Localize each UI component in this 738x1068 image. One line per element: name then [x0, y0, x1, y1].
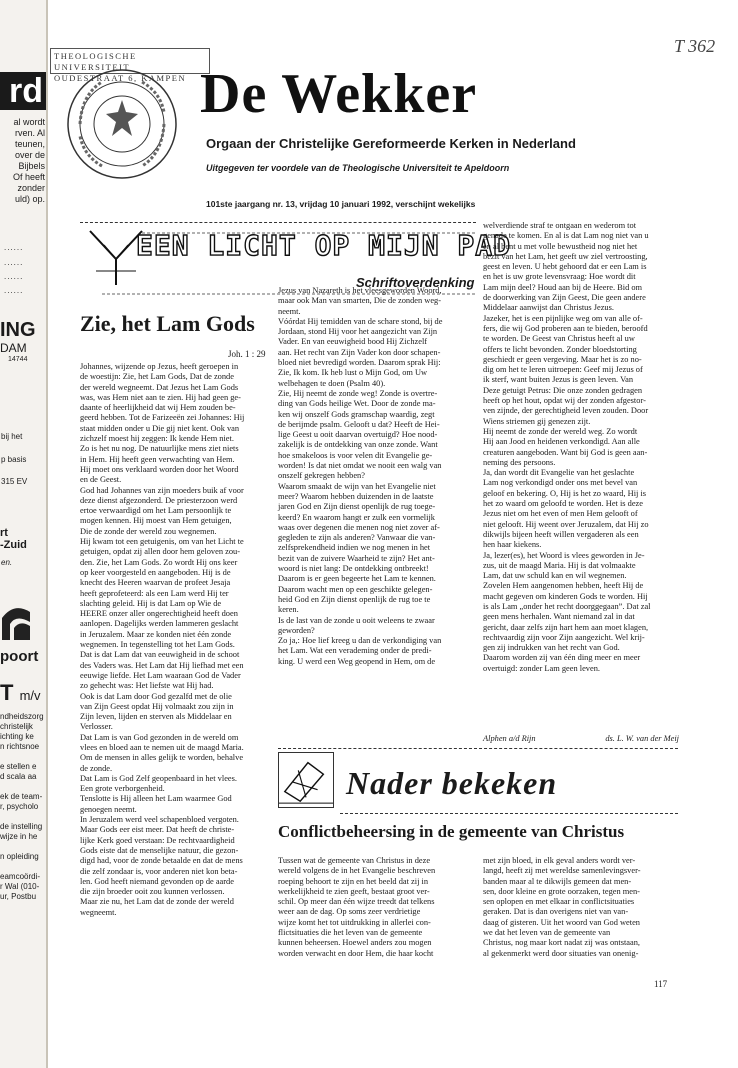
text-line: Johannes, wijzende op Jezus, heeft geroepen in	[80, 362, 239, 371]
text-line: sen, door kleine en grote oorzaken, tegen men-	[483, 886, 640, 896]
text-line: heeft op het hout, opdat wij der zonden afgestor-	[483, 396, 646, 406]
text-line: was, was Hem niet aan te zien. Hij had geen ge-	[80, 392, 241, 402]
adjacent-page-line: de instelling	[0, 822, 43, 831]
text-line: ik sterf, want buiten Jezus is geen leven. Van	[483, 375, 634, 385]
masthead-subtitle: Orgaan der Christelijke Gereformeerde Kerken in Nederland	[206, 136, 576, 151]
text-line: woord is niet lang: De ontdekking ontbreekt!	[278, 564, 429, 574]
text-line: daante of heerlijkheid dat wij Hem zouden be-	[80, 403, 236, 413]
text-line: God had Johannes van zijn moeders buik af voor	[80, 485, 244, 495]
text-line: Deze getuigt Petrus: Die onze zonden gedragen	[483, 385, 643, 395]
adjacent-page-line: uld) op.	[14, 194, 45, 204]
text-line: Dat Lam is God Zelf geopenbaard in het vlees.	[80, 773, 237, 783]
adjacent-page-line	[0, 782, 46, 792]
text-line: Zijn leven, lijden en sterven als Middelaar en	[80, 712, 232, 722]
adjacent-page-subheading: DAM	[0, 341, 27, 355]
adjacent-page-line: Of heeft	[12, 172, 45, 182]
text-line: hen haar kiekens.	[483, 540, 542, 550]
text-line: het zo waard om geloofd te worden. Het is deze	[483, 499, 643, 509]
adjacent-page-tab: rd	[0, 72, 46, 110]
text-line: en het is uw grote levensvraag: Hoe wordt dit	[483, 272, 636, 282]
text-line: slachting geleid. Hij is dat Lam op Wie de	[80, 598, 222, 608]
text-line: werkelijkheid te zien geeft, bestaat groot ver-	[278, 886, 430, 896]
text-line: de doorwerking van Zijn Geest, Die geen andere	[483, 293, 646, 303]
adjacent-page-heading: ING	[0, 319, 36, 341]
text-line: Christus, nog maar kort nadat zij was ontstaan,	[483, 938, 640, 948]
text-line: worden verwacht en door Hem, die haar kocht	[278, 948, 434, 958]
text-line: dig om het te leren uitroepen: Geef mij Jezus of	[483, 365, 643, 375]
adjacent-page-dots: ......	[4, 286, 24, 295]
page-number: 117	[654, 979, 668, 989]
text-line: flictsituaties die het leven van de gemeente	[278, 928, 423, 938]
text-line: geest en leven. U hebt gehoord dat er een Lam is	[483, 262, 647, 272]
adjacent-page-line: n opleiding	[0, 852, 39, 861]
text-line: getuigen, opdat zij allen door hem geloven zou-	[80, 547, 241, 557]
adjacent-page-rt	[0, 527, 27, 551]
text-line: ven zijnde, der gerechtigheid leven zouden. Door	[483, 406, 649, 416]
text-line: sen oplopen en met elkaar in conflictsituaties	[483, 897, 635, 907]
section-rule	[278, 748, 678, 749]
text-line: maar ook Man van smarten, Die de zonden weg-	[278, 296, 442, 306]
section-heading: Nader bekeken	[346, 765, 558, 801]
text-line: zichzelf moest hij zeggen: Ik kende Hem niet.	[80, 434, 234, 444]
adjacent-page-tmv-big: T	[0, 680, 14, 705]
text-line: we dat het leven van de gemeente van	[483, 928, 611, 938]
text-line: meer? Waarom hebben duizenden in de laatste	[278, 491, 434, 501]
text-line: Wiens striemen gij genezen zijt.	[483, 416, 591, 426]
adjacent-page-tmv	[0, 680, 41, 706]
text-line: en de Geest.	[80, 475, 122, 485]
text-line: welbehagen te doen (Psalm 40).	[278, 378, 386, 388]
adjacent-page-line: christelijk	[0, 722, 33, 731]
text-line: Een grote verborgenheid.	[80, 784, 165, 794]
text-line: Om de mensen in alles gelijk te worden, behalve	[80, 753, 244, 763]
text-line: offers te licht bevonden. Zonder bloedstorting	[483, 344, 637, 354]
text-line: keren.	[278, 605, 299, 615]
article-column	[278, 286, 474, 667]
section-rule	[340, 813, 678, 814]
text-line: zo gehecht was: Het liefste wat Hij had.	[80, 681, 214, 691]
section-heading: EEN LICHT OP MIJN PAD	[136, 229, 512, 262]
adjacent-page-rt-line: rt	[0, 527, 8, 539]
adjacent-page-snippet: p basis	[1, 455, 27, 464]
adjacent-page-snippet: en.	[1, 558, 13, 567]
adjacent-page-line: ndheidszorg	[0, 712, 44, 721]
adjacent-page-strip	[0, 0, 46, 1068]
section-subheading: Schriftoverdenking	[356, 275, 475, 290]
text-line: Lam, dat uw schuld kan en wil wegnemen.	[483, 571, 627, 581]
adjacent-page-line: rven. Al	[14, 128, 45, 138]
text-line: Verlosser.	[80, 722, 113, 732]
text-line: lijke Kerk goed verstaan: De rechtvaardigheid	[80, 835, 235, 845]
text-line: lige Geest u ooit daarvan overtuigd? Hoe nood-	[278, 430, 438, 440]
university-seal-icon	[62, 64, 182, 184]
adjacent-page-rt-line: -Zuid	[0, 539, 27, 551]
text-line: Ja, dan wordt dit Evangelie van het geslachte	[483, 468, 635, 478]
text-line: Is de last van de zonde u ooit weleens te zwaar	[278, 615, 435, 625]
text-line: keerd? En waarom hangt er zulk een vormelijk	[278, 512, 435, 522]
adjacent-page-line: zonder	[17, 183, 45, 193]
text-line: niet gelooft. Hij weent over Jeruzalem, dat Hij zo	[483, 519, 649, 529]
text-line: jaren God en Zijn dienst openlijk de rug toege-	[278, 502, 436, 512]
stamp-line: OUDESTRAAT 6, KAMPEN	[54, 73, 187, 83]
text-line: worden! Is dat niet omdat we nooit een walg van	[278, 461, 442, 471]
adjacent-page-line: over de	[14, 150, 45, 160]
text-line: mogen kennen. Hij moest van Hem getuigen,	[80, 516, 232, 526]
adjacent-page-line	[0, 862, 46, 872]
text-line: Hij kwam tot een getuigenis, om van het Licht te	[80, 537, 244, 547]
text-line: zelfsprekendheid indien we nog menen in het	[278, 543, 431, 553]
text-line: in Jeruzalem. Maar ze konden niet één zonde	[80, 629, 232, 639]
adjacent-page-line: wijze in he	[0, 832, 38, 841]
text-line: len. God heeft niemand gevonden op de aarde	[80, 876, 234, 886]
article-signature	[483, 734, 679, 743]
text-line: in Hem. Hij heeft geen verwachting van Hem.	[80, 454, 235, 464]
text-line: aanlopen. Dagelijks werden lammeren geslacht	[80, 619, 239, 629]
text-line: wereld volgens de in het Evangelie beschreven	[278, 866, 436, 876]
magnifier-illustration-icon	[278, 752, 334, 808]
text-line: aan. Het recht van Zijn Vader kon door schapen-	[278, 347, 441, 357]
text-line: ertoe verwaardigd om het Lam persoonlijk te	[80, 506, 232, 516]
adjacent-page-line: al wordt	[13, 117, 45, 127]
text-line: Middelaar aanwijst dan Christus Jezus.	[483, 303, 614, 313]
text-line: heeft geprofeteerd: als een Lam werd Hij ter	[80, 588, 229, 598]
text-line: overtuigd: zonder Lam geen leven.	[483, 663, 600, 673]
text-line: Lam nog verkondigd onder ons met bevel van	[483, 478, 638, 488]
text-line: Jezus niet om het even of men Hem gelooft of	[483, 509, 638, 519]
article-title: Zie, het Lam Gods	[80, 311, 255, 336]
adjacent-page-dots: ......	[4, 258, 24, 267]
article-title: Conflictbeheersing in de gemeente van Christus	[278, 822, 625, 841]
text-line: banden maar al te dikwijls gemeen dat men-	[483, 876, 632, 886]
signature-place: Alphen a/d Rijn	[483, 734, 536, 743]
text-line: Gods eiste dat de menselijke natuur, die gezon-	[80, 845, 239, 855]
text-line: macht gegeven om kinderen Gods te worden. Hij	[483, 591, 648, 601]
text-line: geloof en bekering. O, Hij is het zo waard, Hij is	[483, 488, 647, 498]
adjacent-page-text	[1, 117, 45, 205]
adjacent-page-line: e stellen e	[0, 762, 37, 771]
adjacent-page-line	[0, 752, 46, 762]
text-line: Lam mijn deel? Houd aan bij de Heere. Bid om	[483, 282, 643, 292]
text-line: en al bent u met volle bewustheid nog niet het	[483, 241, 638, 251]
text-line: roeping behoort te zijn en het beeld dat zij in	[278, 876, 429, 886]
text-line: kunnen beheersen. Hoewel anders zou mogen	[278, 938, 432, 948]
text-line: Hij moet ons verklaard worden door het Woord	[80, 464, 239, 474]
text-line: wegneemt.	[80, 907, 117, 917]
text-line: weer aan de dag. Op soms zeer verdrietige	[278, 907, 421, 917]
adjacent-page-line: teunen,	[14, 139, 45, 149]
text-line: de berijmde psalm. Gelooft u dat? Heeft de Hei-	[278, 419, 440, 429]
text-line: Vader. En van eeuwigheid bood Hij Zichzelf	[278, 337, 428, 347]
masthead-title: De Wekker	[200, 63, 478, 125]
adjacent-page-line: ur, Postbu	[0, 892, 37, 901]
text-line: die zijn broeder ooit zou kunnen verlossen.	[80, 887, 225, 897]
text-line: waas over degenen die menen nog niet zover af-	[278, 522, 440, 532]
text-line: Daarom is er geen begeerte het Lam te kennen.	[278, 574, 436, 584]
text-line: Daarom wacht men op een geschikte gelegen-	[278, 584, 433, 594]
stamp-line: THEOLOGISCHE UNIVERSITEIT	[54, 51, 137, 72]
adjacent-page-line: r Wal (010-	[0, 882, 40, 891]
text-line: Ja, lezer(es), het Woord is vlees geworden in Je-	[483, 550, 645, 560]
text-line: creaturen aangeboden. Want bij God is geen aan-	[483, 447, 648, 457]
text-line: In Jeruzalem werd veel schapenbloed vergoten.	[80, 815, 239, 825]
text-line: Jezus van Nazareth is het vleesgeworden Woord,	[278, 286, 442, 295]
text-line: al gekenmerkt werd door situaties van onenig-	[483, 948, 639, 958]
text-line: Vóórdat Hij temidden van de schare stond, bij de	[278, 316, 443, 326]
text-line: Zo ja,: Hoe lief kreeg u dan de verkondiging van	[278, 636, 442, 646]
text-line: knecht des Heeren waarvan de profeet Jesaja	[80, 578, 231, 588]
text-line: met zijn bloed, in elk geval anders wordt ver-	[483, 856, 636, 865]
text-line: gegleden te zijn als anderen? Vanwaar die van-	[278, 533, 436, 543]
text-line: Zie, Hij neemt de zonde weg! Zonde is overtre-	[278, 388, 438, 398]
text-line: welverdiende straf te ontgaan en wederom tot	[483, 221, 637, 230]
text-line: heid God en Zijn dienst openlijk de rug toe te	[278, 594, 431, 604]
text-line: Zie, Ik kom. Ik heb lust o Mijn God, om Uw	[278, 368, 428, 378]
section-rule	[80, 222, 476, 223]
text-line: Tenslotte is Hij alleen het Lam waarmee God	[80, 794, 232, 804]
text-line: Zo is het nu nog. De natuurlijke mens ziet niets	[80, 444, 239, 454]
article-column	[483, 221, 679, 674]
text-line: daag of gisteren. Uit het woord van God weten	[483, 917, 640, 927]
text-line: gericht, daar zelfs zijn hart hem aan moet klagen,	[483, 622, 649, 632]
text-line: neemt.	[278, 306, 301, 316]
text-line: is als Lam „onder het recht doorggegaan”. Dat zal	[483, 601, 651, 611]
adjacent-page-poort: poort	[0, 648, 39, 665]
text-line: Hij aan Jood en heidenen verkondigd. Aan alle	[483, 437, 640, 447]
text-line: geerd hebben. Tot de Farizeeën zei Johannes: Hij	[80, 413, 245, 423]
text-line: van Zijn Geest opdat Hij volmaakt zou zijn in	[80, 701, 234, 711]
text-line: Jordaan, stond Hij voor het aangezicht van Zijn	[278, 327, 438, 337]
text-line: langd, heeft zij met wereldse samenlevingsver-	[483, 866, 641, 876]
article-column	[278, 856, 474, 959]
text-line: Jazeker, het is een pijnlijke weg om van alle of-	[483, 313, 643, 323]
handwritten-note: T 362	[674, 36, 716, 56]
text-line: Dat Lam is van God gezonden in de wereld om	[80, 732, 239, 742]
adjacent-page-line	[0, 812, 46, 822]
text-line: ding van Gods heilige Wet. Door de zonde ma-	[278, 399, 436, 409]
adjacent-page-list	[0, 712, 46, 902]
text-line: Ook is dat Lam door God gezalfd met de olie	[80, 691, 232, 701]
text-line: Tussen wat de gemeente van Christus in deze	[278, 856, 431, 865]
text-line: wijze komt het tot uitdrukking in allerlei con-	[278, 917, 431, 927]
text-line: geworden?	[278, 625, 315, 635]
adjacent-page-line: Bijbels	[18, 161, 45, 171]
adjacent-page-line: ek de team-	[0, 792, 43, 801]
article-column	[483, 856, 679, 959]
text-line: rechtvaardig zijn voor Zijn aangezicht. Wel krij-	[483, 632, 645, 642]
adjacent-page-line	[0, 842, 46, 852]
text-line: zus, uit de maagd Maria. Hij is dat volmaakte	[483, 560, 636, 570]
text-line: wegnemen. In tegenstelling tot het Lam Gods.	[80, 640, 235, 650]
bible-reference: Joh. 1 : 29	[228, 349, 266, 359]
text-line: deze dienst afgezonderd. De priesterzoon werd	[80, 495, 238, 505]
text-line: bezit van het Lam, het geeft uw ziel vertroosting,	[483, 251, 648, 261]
signature-name: ds. L. W. van der Meij	[605, 734, 679, 743]
text-line: dikwijls bijeen heeft willen vergaderen als een	[483, 529, 639, 539]
text-line: het Lam. Wat een verademing onder de predi-	[278, 646, 432, 656]
text-line: bloed niet bevredigd worden. Daarom sprak Hij:	[278, 358, 441, 368]
masthead-tagline: Uitgegeven ter voordele van de Theologische Universiteit te Apeldoorn	[206, 163, 510, 173]
adjacent-page-line: n richtsnoe	[0, 742, 40, 751]
text-line: geschiedt er geen vergeving. Maar het is zo no-	[483, 354, 642, 364]
text-line: fers, die wij God proberen aan te bieden, beroofd	[483, 323, 648, 333]
text-line: de zonde.	[80, 763, 113, 773]
text-line: gen zij indrukken van het recht van God.	[483, 643, 620, 653]
text-line: vlees en bloed aan te nemen uit de maagd Maria.	[80, 742, 244, 752]
text-line: genoegen neemt.	[80, 804, 137, 814]
adjacent-page-snippet: 315 EV	[1, 477, 28, 486]
text-line: neming des persoons.	[483, 457, 556, 467]
adjacent-page-line: ichting ke	[0, 732, 34, 741]
adjacent-page-tmv-small: m/v	[19, 688, 41, 703]
text-line: Maar zie nu, het Lam dat de zonde der wereld	[80, 897, 234, 907]
text-line: ken wij onszelf Gods gramschap waardig, zegt	[278, 409, 435, 419]
text-line: de woestijn: Zie, het Lam Gods, Dat de zonde	[80, 372, 234, 382]
adjacent-page-code: 14744	[8, 356, 28, 363]
text-line: Maar Gods eer eist meer. Dat heeft de christe-	[80, 825, 235, 835]
text-line: staat midden onder u Die gij niet kent. Ook van	[80, 423, 240, 433]
text-line: te worden. De Geest van Christus heeft al uw	[483, 334, 635, 344]
issue-line: 101ste jaargang nr. 13, vrijdag 10 januari 1992, verschijnt wekelijks	[206, 199, 476, 209]
text-line: zakelijk is de ontdekking van onze zonde. Want	[278, 440, 438, 450]
text-line: schil. Op meer dan één wijze treedt dat telkens	[278, 897, 435, 907]
text-line: hoe smakeloos is voor velen dit Evangelie ge-	[278, 450, 433, 460]
text-line: Daarom worden zij van één ding meer en meer	[483, 653, 641, 663]
text-line: Dat is dat Lam dat van eeuwigheid in de schoot	[80, 650, 240, 660]
text-line: digd had, voor de zonde betaalde en dat de mens	[80, 856, 243, 866]
text-line: eeuwige liefde. Het Lam waaraan God de Vader	[80, 670, 241, 680]
page-edge	[46, 0, 48, 1068]
adjacent-page-snippet: bij het	[1, 432, 23, 441]
adjacent-page-dots: ......	[4, 243, 24, 252]
adjacent-page-line: d scala aa	[0, 772, 37, 781]
text-line: bezit van de zuivere Waarheid te zijn? Het ant-	[278, 553, 435, 563]
text-line: geen mens herhalen. Want niemand zal in dat	[483, 612, 635, 622]
text-line: Die de zonde der wereld zou wegnemen.	[80, 526, 217, 536]
text-line: die zelf zondaar is, voor anderen niet kon beta-	[80, 866, 238, 876]
adjacent-page-line: eamcoördi-	[0, 872, 41, 881]
text-line: den. Zie, het Lam Gods. Zo wordt Hij ons keer	[80, 557, 238, 567]
text-line: Waarom smaakt de wijn van het Evangelie niet	[278, 481, 436, 491]
adjacent-page-line: r, psycholo	[0, 802, 39, 811]
text-line: king. U werd een Weg geopend in Hem, om de	[278, 656, 436, 666]
text-line: des Vaders was. Het Lam dat Hij liefhad met een	[80, 660, 244, 670]
text-line: Hij neemt de zonde der wereld weg. Zo wordt	[483, 426, 638, 436]
text-line: der wereld wegneemt. Dat Jezus het Lam Gods	[80, 382, 239, 392]
text-line: HEERE onzer aller ongerechtigheid heeft doen	[80, 609, 238, 619]
adjacent-page-dots: ......	[4, 272, 24, 281]
article-column	[80, 362, 268, 918]
text-line: genade te komen. En al is dat Lam nog niet van u	[483, 231, 649, 241]
text-line: Zovelen Hem aangenomen hebben, heeft Hij de	[483, 581, 644, 591]
text-line: geraken. Dat is dan overigens niet van van-	[483, 907, 629, 917]
text-line: op keer voorgesteld en aangeboden. Hij is de	[80, 567, 231, 577]
text-line: onszelf gekregen hebben?	[278, 471, 365, 481]
